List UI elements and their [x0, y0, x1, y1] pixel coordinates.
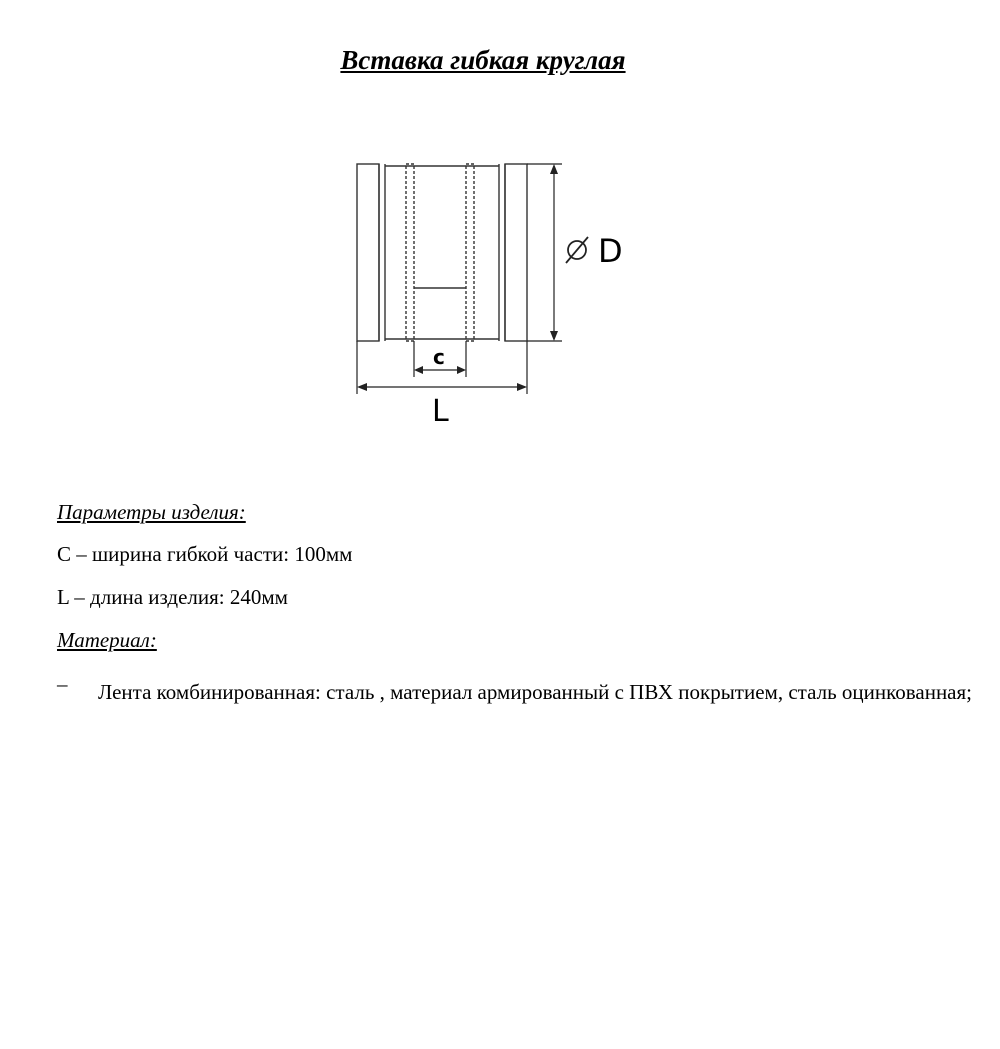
left-seam [406, 164, 414, 341]
material-item: Лента комбинированная: сталь , материал армированный с ПВХ покрытием, сталь оцинкованная; [98, 680, 972, 704]
list-bullet: – [57, 672, 68, 696]
material-heading: Материал: [57, 628, 157, 652]
d-arrow-bottom [550, 331, 558, 341]
l-arrow-left [357, 383, 367, 391]
l-arrow-right [517, 383, 527, 391]
l-label: L [432, 394, 449, 429]
d-arrow-top [550, 164, 558, 174]
parameter-line: L – длина изделия: 240мм [57, 585, 288, 609]
parameters-heading: Параметры изделия: [57, 500, 246, 524]
c-arrow-left [414, 366, 423, 374]
right-seam [466, 164, 474, 341]
c-label: c [433, 345, 445, 369]
technical-drawing [340, 150, 640, 430]
c-arrow-right [457, 366, 466, 374]
diameter-symbol-icon [566, 237, 588, 263]
flexible-insert-drawing [340, 150, 640, 430]
parameter-line: С – ширина гибкой части: 100мм [57, 542, 353, 566]
document-title: Вставка гибкая круглая [340, 45, 626, 75]
right-collar [505, 164, 527, 341]
diameter-label: D [598, 232, 623, 270]
left-collar [357, 164, 379, 341]
